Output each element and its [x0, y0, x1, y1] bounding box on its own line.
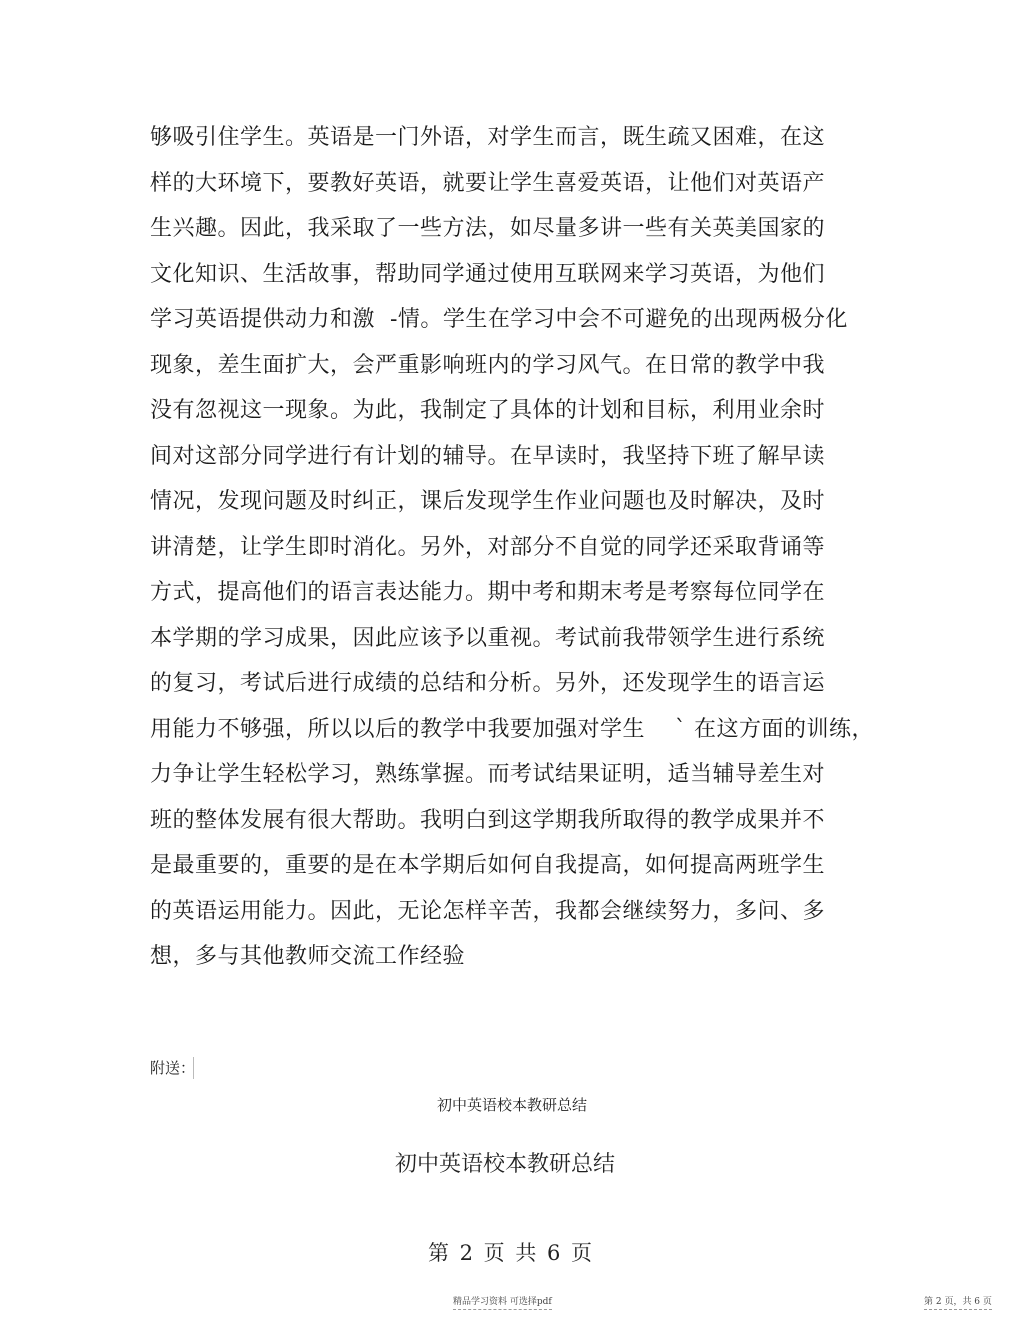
body-line: 讲清楚，让学生即时消化。另外，对部分不自觉的同学还采取背诵等: [150, 535, 826, 560]
footer-page-number: 第 2 页，共 6 页: [924, 1296, 992, 1310]
body-line: 没有忽视这一现象。为此，我制定了具体的计划和目标，利用业余时: [150, 398, 826, 423]
attachment-marker: [193, 1057, 202, 1079]
body-line: 是最重要的，重要的是在本学期后如何自我提高，如何提高两班学生: [150, 853, 826, 878]
body-line: 情况，发现问题及时纠正，课后发现学生作业问题也及时解决，及时: [150, 489, 826, 514]
next-section-title: 初中英语校本教研总结: [394, 1152, 615, 1177]
body-line: 本学期的学习成果，因此应该予以重视。考试前我带领学生进行系统: [150, 626, 826, 651]
body-line: 班的整体发展有很大帮助。我明白到这学期我所取得的教学成果并不: [150, 808, 826, 833]
attachment-label: 附送：: [150, 1059, 196, 1077]
body-line: 的英语运用能力。因此，无论怎样辛苦，我都会继续努力，多问、多: [150, 899, 826, 924]
body-line: 生兴趣。因此，我采取了一些方法，如尽量多讲一些有关英美国家的: [150, 216, 826, 241]
body-line: 学习英语提供动力和激 -情。学生在学习中会不可避免的出现两极分化: [150, 307, 848, 332]
body-line: 现象，差生面扩大，会严重影响班内的学习风气。在日常的教学中我: [150, 353, 826, 378]
page-indicator: 第 2 页 共 6 页: [427, 1241, 593, 1265]
body-line: 间对这部分同学进行有计划的辅导。在早读时，我坚持下班了解早读: [150, 444, 826, 469]
body-line: 力争让学生轻松学习，熟练掌握。而考试结果证明，适当辅导差生对: [150, 762, 826, 787]
body-line: 文化知识、生活故事，帮助同学通过使用互联网来学习英语，为他们: [150, 262, 826, 287]
body-line: 用能力不够强，所以以后的教学中我要加强对学生 ` 在这方面的训练，: [150, 717, 874, 742]
body-line: 的复习，考试后进行成绩的总结和分析。另外，还发现学生的语言运: [150, 671, 826, 696]
body-line: 够吸引住学生。英语是一门外语，对学生而言，既生疏又困难，在这: [150, 125, 826, 150]
footer-watermark: 精品学习资料 可选择pdf: [453, 1296, 552, 1310]
body-line: 方式，提高他们的语言表达能力。期中考和期末考是考察每位同学在: [150, 580, 826, 605]
body-line: 样的大环境下，要教好英语，就要让学生喜爱英语，让他们对英语产: [150, 171, 826, 196]
next-section-small-title: 初中英语校本教研总结: [436, 1096, 587, 1114]
body-line: 想，多与其他教师交流工作经验: [150, 944, 466, 969]
